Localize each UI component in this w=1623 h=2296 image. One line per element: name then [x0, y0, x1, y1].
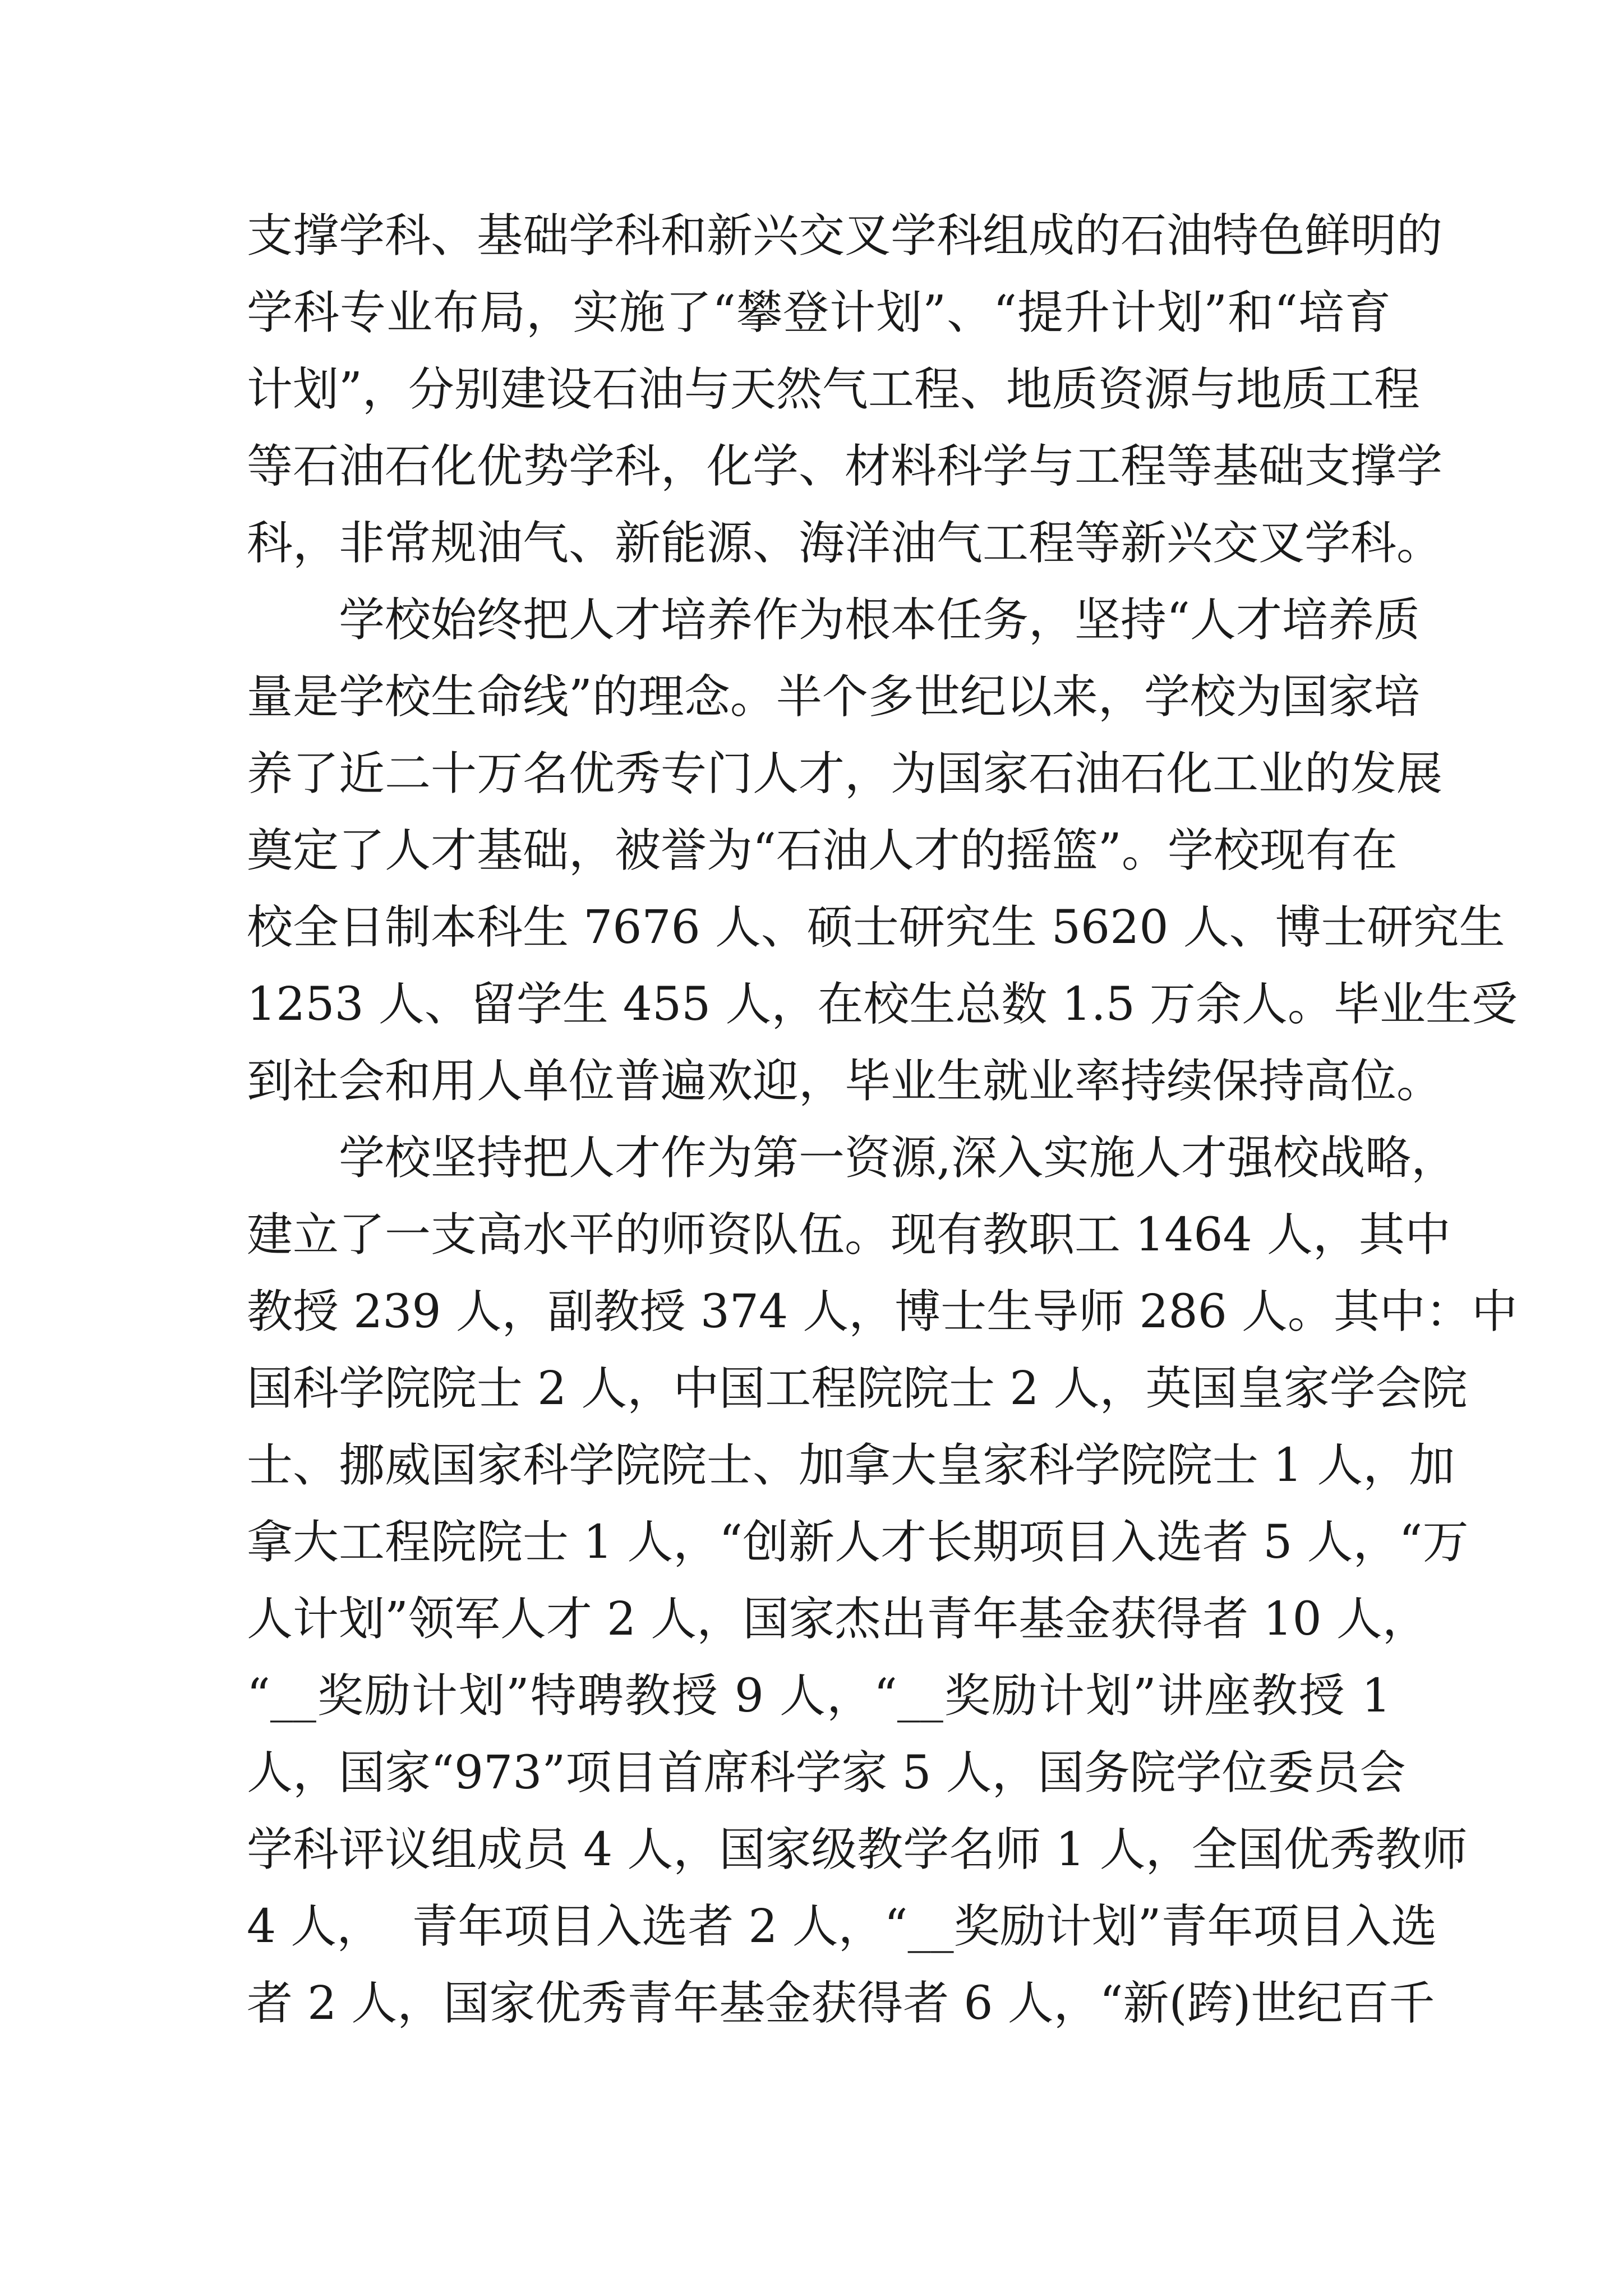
text-line: 建立了一支高水平的师资队伍。现有教职工 1464 人，其中: [247, 1208, 1451, 1262]
text-line: 科，非常规油气、新能源、海洋油气工程等新兴交叉学科。: [247, 517, 1443, 570]
text-line: 者 2 人，国家优秀青年基金获得者 6 人，“新(跨)世纪百千: [247, 1977, 1435, 2030]
text-line: 量是学校生命线”的理念。半个多世纪以来，学校为国家培: [247, 670, 1420, 724]
text-line: 校全日制本科生 7676 人、硕士研究生 5620 人、博士研究生: [247, 901, 1505, 954]
text-line: 士、挪威国家科学院院士、加拿大皇家科学院院士 1 人，加: [247, 1439, 1455, 1492]
text-line: 国科学院院士 2 人，中国工程院院士 2 人，英国皇家学会院: [247, 1362, 1468, 1415]
text-line: 1253 人、留学生 455 人，在校生总数 1.5 万余人。毕业生受: [247, 978, 1518, 1031]
text-line: 人计划”领军人才 2 人，国家杰出青年基金获得者 10 人，: [247, 1593, 1428, 1646]
text-line: 养了近二十万名优秀专门人才，为国家石油石化工业的发展: [247, 747, 1443, 800]
text-line: 拿大工程院院士 1 人，“创新人才长期项目入选者 5 人，“万: [247, 1516, 1469, 1569]
text-line: “__奖励计划”特聘教授 9 人，“__奖励计划”讲座教授 1: [247, 1669, 1391, 1723]
text-line: 学科专业布局，实施了“攀登计划”、“提升计划”和“培育: [247, 286, 1391, 339]
text-line: 支撑学科、基础学科和新兴交叉学科组成的石油特色鲜明的: [247, 209, 1443, 263]
text-line: 人，国家“973”项目首席科学家 5 人，国务院学位委员会: [247, 1746, 1406, 1800]
text-line: 到社会和用人单位普遍欢迎，毕业生就业率持续保持高位。: [247, 1055, 1443, 1108]
text-line: 奠定了人才基础，被誉为“石油人才的摇篮”。学校现有在: [247, 824, 1398, 877]
paragraph-first-line: 学校始终把人才培养作为根本任务，坚持“人才培养质: [339, 593, 1420, 647]
text-line: 计划”，分别建设石油与天然气工程、地质资源与地质工程: [247, 363, 1420, 416]
text-line: 教授 239 人，副教授 374 人，博士生导师 286 人。其中：中: [247, 1285, 1518, 1338]
document-body: [247, 197, 1518, 2042]
text-line: 等石油石化优势学科，化学、材料科学与工程等基础支撑学: [247, 440, 1443, 493]
paragraph-first-line: 学校坚持把人才作为第一资源,深入实施人才强校战略，: [339, 1131, 1458, 1185]
text-line: 4 人， 青年项目入选者 2 人，“__奖励计划”青年项目入选: [247, 1900, 1437, 1953]
text-line: 学科评议组成员 4 人，国家级教学名师 1 人，全国优秀教师: [247, 1823, 1468, 1876]
